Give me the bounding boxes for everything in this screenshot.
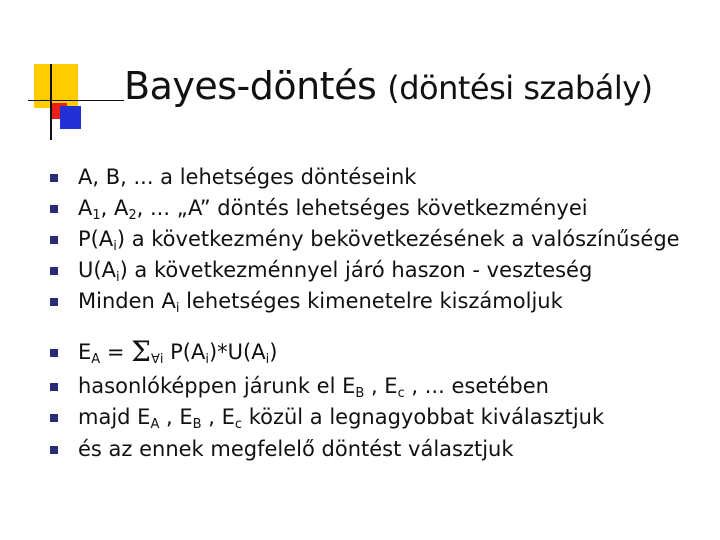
bullet-marker xyxy=(50,267,58,275)
bullet-text: Minden $A_i$ lehetséges kimenetelre kiszámoljuk xyxy=(78,289,563,316)
title-paren: (döntési szabály) xyxy=(387,69,653,107)
bullet-marker xyxy=(50,174,58,182)
bullet-marker xyxy=(50,236,58,244)
bullet-text: $A_1$, $A_2$, ... „A” döntés lehetséges következményei xyxy=(78,196,588,223)
bullet-marker xyxy=(50,446,58,454)
title-main: Bayes-döntés xyxy=(124,64,377,108)
bullet-text: és az ennek megfelelő döntést választjuk xyxy=(78,437,514,461)
decor-blue-square xyxy=(60,106,81,129)
slide-title xyxy=(124,64,653,108)
bullet-marker xyxy=(50,414,58,422)
bullet-text: hasonlóképpen járunk el $E_B$ , $E_c$ , ... esetében xyxy=(78,374,549,401)
bullet-marker xyxy=(50,298,58,306)
decor-yellow-square xyxy=(34,64,78,108)
bullet-text: $P(A_i)$ a következmény bekövetkezésének a valószínűsége xyxy=(78,227,680,254)
bullet-marker xyxy=(50,383,58,391)
decor-vertical-line xyxy=(50,64,52,140)
sigma-symbol: Σ xyxy=(131,335,151,368)
bullet-text: A, B, ... a lehetséges döntéseink xyxy=(78,165,417,189)
formula-text: $E_A = \Sigma_{\forall i}$ $P(A_i)*U(A_i)$ xyxy=(78,335,278,368)
bullet-marker xyxy=(50,349,58,357)
bullet-text: majd $E_A$ , $E_B$ , $E_c$ közül a legnagyobbat kiválasztjuk xyxy=(78,405,605,432)
decor-horizontal-line xyxy=(28,100,124,101)
bullet-marker xyxy=(50,205,58,213)
bullet-text: $U(A_i)$ a következménnyel járó haszon - veszteség xyxy=(78,258,593,285)
